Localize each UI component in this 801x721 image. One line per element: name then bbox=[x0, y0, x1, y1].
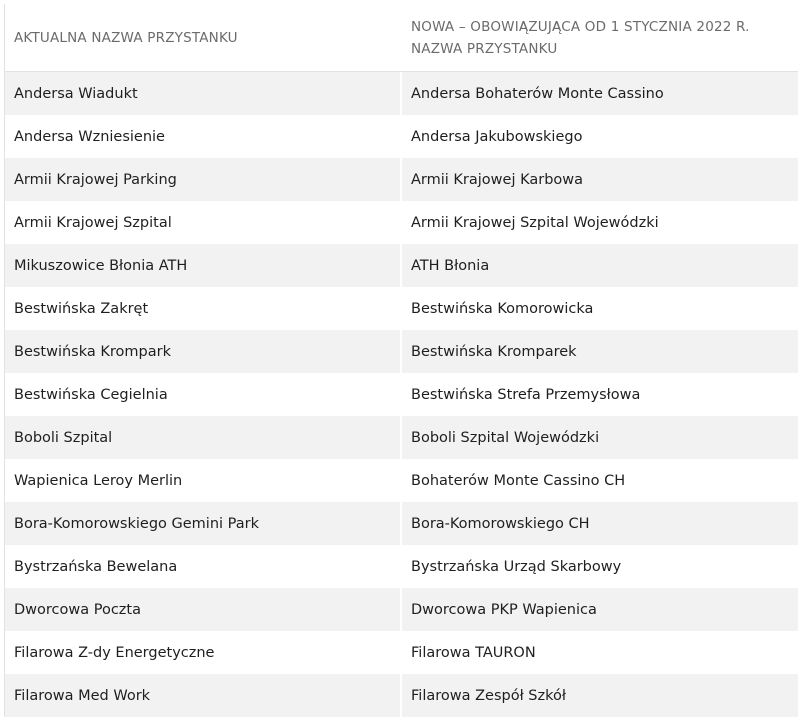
current-stop-name: Mikuszowice Błonia ATH bbox=[5, 244, 402, 287]
new-stop-name: Bystrzańska Urząd Skarbowy bbox=[411, 558, 622, 575]
new-stop-name: Armii Krajowej Szpital Wojewódzki bbox=[411, 214, 659, 231]
new-stop-name: Bohaterów Monte Cassino CH bbox=[411, 472, 626, 489]
table-body bbox=[5, 72, 798, 717]
current-stop-name: Bora-Komorowskiego Gemini Park bbox=[5, 502, 402, 545]
table-row bbox=[5, 545, 798, 588]
table-row bbox=[5, 502, 798, 545]
current-stop-name: Wapienica Leroy Merlin bbox=[5, 459, 402, 502]
current-stop-name: Bystrzańska Bewelana bbox=[5, 545, 402, 588]
current-stop-name: Filarowa Z-dy Energetyczne bbox=[5, 631, 402, 674]
stop-names-table bbox=[4, 4, 798, 717]
table-row bbox=[5, 287, 798, 330]
table-row bbox=[5, 416, 798, 459]
new-stop-name: Filarowa Zespół Szkół bbox=[411, 687, 566, 704]
table-row bbox=[5, 115, 798, 158]
current-stop-name: Armii Krajowej Parking bbox=[5, 158, 402, 201]
current-stop-name: Filarowa Med Work bbox=[5, 674, 402, 717]
table-row bbox=[5, 631, 798, 674]
table-row bbox=[5, 158, 798, 201]
new-stop-name: Andersa Jakubowskiego bbox=[411, 128, 583, 145]
new-stop-name: Dworcowa PKP Wapienica bbox=[411, 601, 597, 618]
new-stop-name: ATH Błonia bbox=[411, 257, 490, 274]
current-stop-name: Boboli Szpital bbox=[5, 416, 402, 459]
table-row bbox=[5, 674, 798, 717]
table-row bbox=[5, 459, 798, 502]
new-stop-name: Boboli Szpital Wojewódzki bbox=[411, 429, 600, 446]
current-stop-name: Andersa Wiadukt bbox=[5, 72, 402, 115]
table-row bbox=[5, 244, 798, 287]
header-current-name: AKTUALNA NAZWA PRZYSTANKU bbox=[5, 4, 402, 71]
table-row bbox=[5, 373, 798, 416]
current-stop-name: Andersa Wzniesienie bbox=[5, 115, 402, 158]
new-stop-name: Bestwińska Kromparek bbox=[411, 343, 577, 360]
current-stop-name: Bestwińska Krompark bbox=[5, 330, 402, 373]
new-stop-name: Armii Krajowej Karbowa bbox=[411, 171, 584, 188]
new-stop-name: Bora-Komorowskiego CH bbox=[411, 515, 590, 532]
header-new-name: NOWA – OBOWIĄZUJĄCA OD 1 STYCZNIA 2022 R. NAZWA PRZYSTANKU bbox=[411, 18, 750, 57]
table-row bbox=[5, 330, 798, 373]
new-stop-name: Filarowa TAURON bbox=[411, 644, 536, 661]
table-row bbox=[5, 588, 798, 631]
current-stop-name: Bestwińska Cegielnia bbox=[5, 373, 402, 416]
table-row bbox=[5, 72, 798, 115]
current-stop-name: Bestwińska Zakręt bbox=[5, 287, 402, 330]
new-stop-name: Andersa Bohaterów Monte Cassino bbox=[411, 85, 664, 102]
new-stop-name: Bestwińska Komorowicka bbox=[411, 300, 594, 317]
table-row bbox=[5, 201, 798, 244]
table-header bbox=[5, 4, 798, 72]
new-stop-name: Bestwińska Strefa Przemysłowa bbox=[411, 386, 641, 403]
current-stop-name: Dworcowa Poczta bbox=[5, 588, 402, 631]
current-stop-name: Armii Krajowej Szpital bbox=[5, 201, 402, 244]
